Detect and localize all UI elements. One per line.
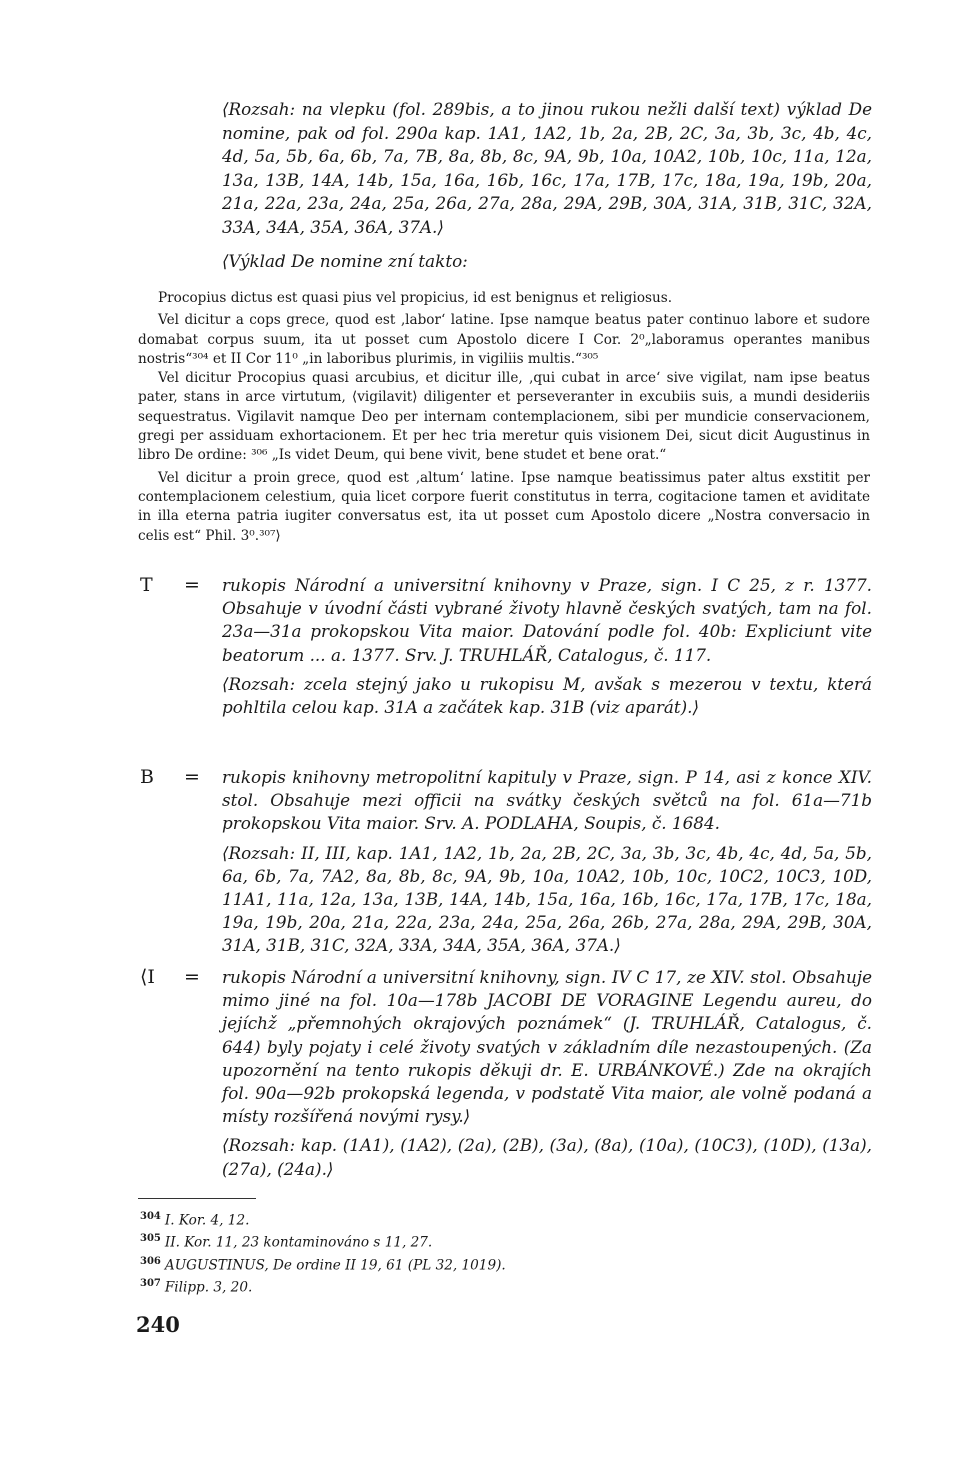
footnotes: [140, 1208, 840, 1297]
page-number: 240: [136, 1312, 180, 1337]
entry-text: [222, 574, 872, 719]
latin-paragraph-1: Procopius dictus est quasi pius vel propicius, id est benignus et religiosus.: [158, 290, 673, 306]
footnote-304: [140, 1208, 840, 1230]
entry-equals: =: [184, 966, 200, 988]
footnote-number: 306: [140, 1255, 161, 1267]
footnote-text: Filipp. 3, 20.: [164, 1279, 253, 1296]
footnote-305: [140, 1230, 840, 1252]
footnote-307: [140, 1275, 840, 1297]
footnote-306: [140, 1253, 840, 1275]
entry-siglum: B: [140, 766, 154, 788]
latin-paragraph-4: Vel dicitur a proin grece, quod est ‚altum‘ latine. Ipse namque beatissimus pater altus exstitit per contemplacionem celestium, quia licet corpore fuerit constitutus in terra, cogitacione tamen et aviditate in illa eterna patria iugiter conversatus est, ita ut posset cum Apostolo dicere „Nostra conversacio in celis est“ Phil. 3⁰.³⁰⁷⟩: [138, 469, 870, 544]
entry-text: [222, 966, 872, 1181]
footnote-number: 304: [140, 1211, 161, 1222]
latin-paragraph-3: Vel dicitur Procopius quasi arcubius, et dicitur ille, ‚qui cubat in arce‘ sive vigilat, nam ipse beatus pater, stans in arce virtutum, ⟨vigilavit⟩ diligenter et perseveranter in excubiis suis, a mundi desideriis sequestratus. Vigilavit namque Deo per internam contemplacionem, sibi per mundicie conservacionem, gregi per assiduam exhortacionem. Et per hec tria meretur quis visionem Dei, sicut dicit Augustinus in libro De ordine: ³⁰⁶ „Is videt Deum, qui bene vivit, bene studet et bene orat.“: [138, 370, 870, 464]
entry-range: ⟨Rozsah: kap. (1A1), (1A2), (2a), (2B), (3a), (8a), (10a), (10C3), (10D), (13a), (27a), (24a).⟩: [222, 1135, 872, 1179]
lead-range-paragraph: ⟨Rozsah: na vlepku (fol. 289bis, a to jinou rukou nežli další text) výklad De nomine, pak od fol. 290a kap. 1A1, 1A2, 1b, 2a, 2B, 2C, 3a, 3b, 3c, 4b, 4c, 4d, 5a, 5b, 6a, 6b, 7a, 7B, 8a, 8b, 8c, 9A, 9b, 10a, 10A2, 10b, 10c, 11a, 12a, 13a, 13B, 14A, 14b, 15a, 16a, 16b, 16c, 17a, 17B, 17c, 18a, 19a, 19b, 20a, 21a, 22a, 23a, 24a, 25a, 26a, 27a, 28a, 29A, 29B, 30A, 31A, 31B, 31C, 32A, 33A, 34A, 35A, 36A, 37A.⟩: [222, 99, 872, 237]
footnote-divider: [138, 1198, 256, 1199]
entry-range: ⟨Rozsah: II, III, kap. 1A1, 1A2, 1b, 2a, 2B, 2C, 3a, 3b, 3c, 4b, 4c, 4d, 5a, 5b, 6a, 6b, 7a, 7A2, 8a, 8b, 8c, 9A, 9b, 10a, 10A2, 10b, 10c, 10C2, 10C3, 10D, 11A1, 11a, 12a, 13a, 13B, 14A, 14b, 15a, 16a, 16b, 16c, 17a, 17B, 17c, 18a, 19a, 19b, 20a, 21a, 22a, 23a, 24a, 25a, 26a, 26b, 27a, 28a, 29A, 29B, 30A, 31A, 31B, 31C, 32A, 33A, 34A, 35A, 36A, 37A.⟩: [222, 842, 872, 956]
footnote-text: I. Kor. 4, 12.: [164, 1212, 250, 1229]
footnote-number: 307: [140, 1277, 161, 1289]
entry-description: rukopis knihovny metropolitní kapituly v Praze, sign. P 14, asi z konce XIV. stol. Obsahuje mezi officii na svátky českých světců na fol. 61a—71b prokopskou Vita maior. Srv. A. PODLAHA, Soupis, č. 1684.: [222, 767, 872, 834]
footnote-number: 305: [140, 1233, 161, 1245]
entry-description: rukopis Národní a universitní knihovny v Praze, sign. I C 25, z r. 1377. Obsahuje v úvodní části vybrané životy hlavně českých svatých, tam na fol. 23a—31a prokopskou Vita maior. Datování podle fol. 40b: Expliciunt vite beatorum ... a. 1377. Srv. J. TRUHLÁŘ, Catalogus, č. 117.: [222, 575, 872, 665]
entry-siglum: ⟨I: [140, 966, 155, 988]
footnote-text: II. Kor. 11, 23 kontaminováno s 11, 27.: [164, 1234, 433, 1251]
footnote-text: AUGUSTINUS, De ordine II 19, 61 (PL 32, 1019).: [164, 1257, 506, 1274]
entry-range: ⟨Rozsah: zcela stejný jako u rukopisu M, avšak s mezerou v textu, která pohltila celou kap. 31A a začátek kap. 31B (viz aparát).⟩: [222, 673, 872, 718]
entry-equals: =: [184, 574, 200, 596]
lead-intro-line: ⟨Výklad De nomine zní takto:: [222, 251, 468, 271]
entry-siglum: T: [140, 574, 153, 596]
latin-paragraph-2: Vel dicitur a cops grece, quod est ‚labor‘ latine. Ipse namque beatus pater continuo labore et sudore domabat corpus suum, ita ut posset cum Apostolo dicere I Cor. 2⁰„laboramus operantes manibus nostris“³⁰⁴ et II Cor 11⁰ „in laboribus plurimis, in vigiliis multis.“³⁰⁵: [138, 312, 870, 367]
entry-description: rukopis Národní a universitní knihovny, sign. IV C 17, ze XIV. stol. Obsahuje mimo jiné na fol. 10a—178b JACOBI DE VORAGINE Legendu aureu, do jejíchž „přemnohých okrajových poznámek“ (J. TRUHLÁŘ, Catalogus, č. 644) byly pojaty i celé životy svatých v základním díle nezastoupených. (Za upozornění na tento rukopis děkuji dr. E. URBÁNKOVÉ.) Zde na okrajích fol. 90a—92b prokopská legenda, v podstatě Vita maior, ale volně podaná a místy rozšířená novými rysy.⟩: [222, 967, 872, 1127]
latin-text-block: [138, 289, 870, 546]
entry-text: [222, 766, 872, 958]
entry-equals: =: [184, 766, 200, 788]
